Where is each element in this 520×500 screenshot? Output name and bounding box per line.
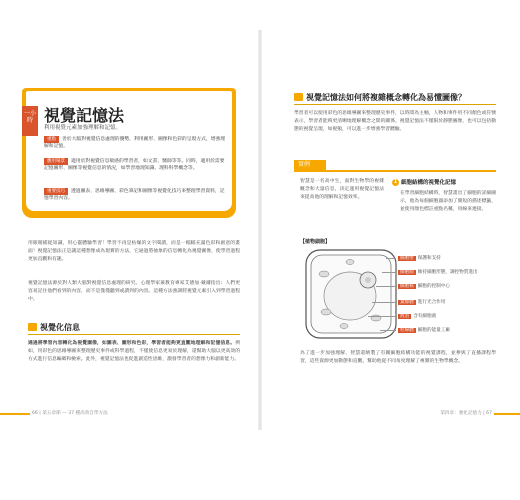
- item-text: 善於大腦對視覺信息處理的優勢，利用圖形、圖像和色彩的呈現方式，增強理解和記憶。: [44, 137, 226, 149]
- bullet-heading: 1 細胞結構的視覺化記憶: [393, 179, 457, 186]
- method-item: [44, 188, 228, 202]
- item-tag: 應用場景: [44, 158, 68, 165]
- pencil-icon: [28, 323, 37, 331]
- paragraph: 通過將學習內容轉化為視覺圖像，如圖表、圖形和色彩，學習者能夠更直觀地理解和記憶信息。例如，用彩色的思維導圖來整理歷史事件或科學過程，不僅使信息更易於理解，還幫助大腦以更高效的方式進行信息編碼和檢索。此外，視覺記憶法也促進創造性思維，激發學習者的想像力和創新能力。: [28, 341, 240, 362]
- footer-bar: [0, 413, 30, 415]
- pencil-icon: [294, 93, 303, 101]
- divider: [294, 104, 496, 105]
- example-tag: 實例: [294, 160, 326, 170]
- paragraph: 學習者可以使用彩色的思維導圖來整理歷史事件，以時間為主軸，人物和事件用不同顏色或符號表示，學習者能夠更清晰地理解概念之間的關係。視覺記憶法不僅限於靜態圖像，也可以包括動態的視覺呈現，如視頻，可以進一步增強學習體驗。: [294, 111, 496, 132]
- bullet-text: 在學習細胞結構時，智慧畫出了細胞的詳細圖示，他為每個細胞器添加了簡短的描述標籤，並使用顏色標註重點名稱，用線來連接。: [400, 191, 496, 212]
- divider: [28, 334, 240, 335]
- cell-label: 液泡 含有細胞液: [400, 314, 437, 319]
- method-item: [44, 158, 228, 172]
- section-heading: 視覺記憶法如何將複雜概念轉化為易懂圖像？: [294, 92, 466, 103]
- cell-label: 葉綠體 進行光合作用: [400, 300, 446, 305]
- method-title: 視覺記憶法: [44, 106, 125, 125]
- paragraph: 視覺記憶法源於對人類大腦對視覺信息處理的研究。心理學家兼教育專家艾德加·戴爾指出：人們更容易記住他們看到的內容，而不是僅僅聽到或讀到的內容。這種方法強調將視覺元素引入到學習過程中。: [28, 281, 240, 302]
- diagram-title: 【植物細胞】: [300, 239, 331, 245]
- example-bar: [294, 170, 496, 172]
- page-footer: 66 | 第五章節 — 37 種高效自學方法: [32, 411, 108, 416]
- paragraph: 為了進一步加強理解，智慧還繪製了有關細胞結構功能的視覺課程，並參與了直播課程學習，這些資源更加動態和直觀，幫助他從不同角度理解了複雜的生物學概念。: [300, 351, 496, 364]
- cell-label: 粒線體 細胞的能量工廠: [400, 328, 450, 333]
- page-footer: 第四章：強化記憶力 | 67: [440, 411, 492, 416]
- cell-label: 細胞壁 保護和支持: [400, 256, 441, 261]
- right-page: [260, 0, 520, 500]
- footer-bar: [494, 413, 520, 415]
- section-heading: 視覺化信息: [28, 322, 80, 333]
- item-text: 適用於對視覺信息敏感的學習者，如文書、醫師等等。同時，適用於需要記憶圖形、圖像等視覺信息的情況，如學習地理知識、理科科學概念等。: [44, 159, 225, 171]
- plant-cell-diagram: [304, 248, 398, 340]
- example-intro: 智慧是一名高中生，面對生物學的複雜概念和大量信息，決定運用視覺記憶法來提高他的理解和記憶效率。: [300, 179, 384, 200]
- item-text: 透過圖表、思維導圖、彩色筆記和圖像等視覺化技巧來整理學習資料，記憶學習內容。: [44, 189, 225, 201]
- item-tag: 重點: [44, 136, 59, 143]
- paragraph: 用眼睛捕捉知識，用心靈體驗學習！學習不再是枯燥的文字閱讀，而是一幅幅充滿色彩和創意的畫面！視覺記憶法正是讓這種想像成為現實的方法，它通過將抽象的信息轉化為視覺圖像，使學習過程更加直觀和有趣。: [28, 241, 240, 262]
- chapter-tag: 一小時: [22, 106, 38, 136]
- cell-label: 細胞核 細胞的控制中心: [400, 284, 450, 289]
- number-badge: 1: [393, 179, 398, 185]
- cell-label: 細胞膜 維持細胞形態，調控物質進出: [400, 270, 478, 275]
- item-tag: 重要技巧: [44, 188, 68, 195]
- method-item: [44, 136, 228, 150]
- method-subtitle: 利用視覺元素加強理解和記憶。: [44, 125, 122, 131]
